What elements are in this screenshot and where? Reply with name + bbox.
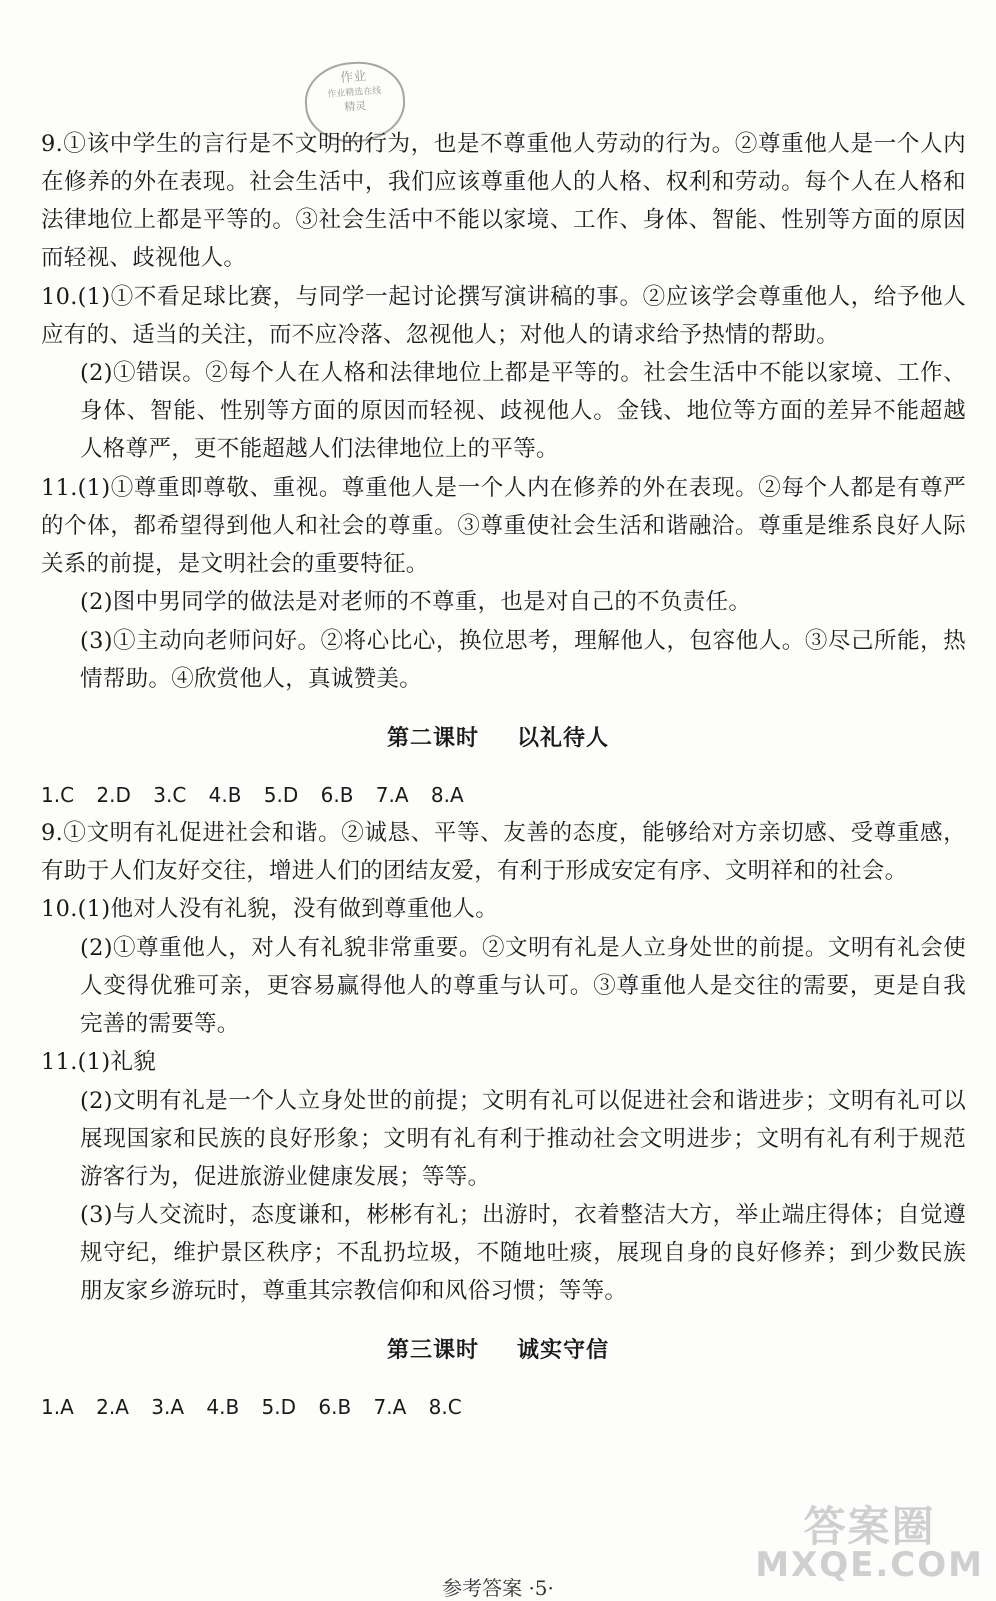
s2-answer-11-3: (3)与人交流时，态度谦和，彬彬有礼；出游时，衣着整洁大方，举止端庄得体；自觉遵规守纪，维护景区秩序；不乱扔垃圾，不随地吐痰，展现自身的良好修养；到少数民族朋友家乡游玩时，尊重其宗教信仰和风俗习惯；等等。	[80, 1202, 966, 1304]
section2-title-b: 以礼待人	[517, 724, 610, 751]
section3-heading	[0, 1330, 996, 1370]
stamp-line3: 精灵	[343, 99, 367, 115]
section2-heading	[0, 718, 996, 758]
s1-answer-10-2: (2)①错误。②每个人在人格和法律地位上都是平等的。社会生活中不能以家境、工作、身体、智能、性别等方面的原因而轻视、歧视他人。金钱、地位等方面的差异不能超越人格尊严，更不能超越人们法律地位上的平等。	[80, 360, 966, 462]
watermark-line2: MXQE.COM	[755, 1545, 984, 1585]
s1-answer-11-3: (3)①主动向老师问好。②将心比心，换位思考，理解他人，包容他人。③尽己所能，热情帮助。④欣赏他人，真诚赞美。	[80, 627, 966, 692]
s2-answer-10-1: 10.(1)他对人没有礼貌，没有做到尊重他人。	[41, 896, 499, 922]
stamp-line2: 作业精选在线	[327, 85, 382, 100]
watermark-logo	[755, 1502, 984, 1585]
s2-answer-11-1: 11.(1)礼貌	[41, 1049, 157, 1075]
watermark-line1: 答案圈	[803, 1502, 936, 1551]
s1-answer-11-2: (2)图中男同学的做法是对老师的不尊重，也是对自己的不负责任。	[80, 589, 752, 615]
section3-title-b: 诚实守信	[517, 1337, 610, 1363]
answer-content	[0, 125, 996, 1426]
s1-answer-10-1: 10.(1)①不看足球比赛，与同学一起讨论撰写演讲稿的事。②应该学会尊重他人，给予他人应有的、适当的关注，而不应冷落、忽视他人；对他人的请求给予热情的帮助。	[41, 283, 966, 348]
s1-answer-11-1: 11.(1)①尊重即尊敬、重视。尊重他人是一个人内在修养的外在表现。②每个人都是有尊严的个体，都希望得到他人和社会的尊重。③尊重使社会生活和谐融洽。尊重是维系良好人际关系的前提，是文明社会的重要特征。	[41, 474, 966, 577]
stamp-line1: 作业	[339, 69, 367, 86]
section3-multiple-choice: 1.A 2.A 3.A 4.B 5.D 6.B 7.A 8.C	[41, 1395, 462, 1419]
s1-answer-9: 9.①该中学生的言行是不文明的行为，也是不尊重他人劳动的行为。②尊重他人是一个人内在修养的外在表现。社会生活中，我们应该尊重他人的人格、权利和劳动。每个人在人格和法律地位上都是平等的。③社会生活中不能以家境、工作、身体、智能、性别等方面的原因而轻视、歧视他人。	[41, 131, 966, 271]
page-footer: 参考答案 ·5·	[442, 1576, 554, 1600]
s2-answer-9: 9.①文明有礼促进社会和谐。②诚恳、平等、友善的态度，能够给对方亲切感、受尊重感，有助于人们友好交往，增进人们的团结友爱，有利于形成安定有序、文明祥和的社会。	[41, 819, 966, 884]
section2-title-a: 第二课时	[386, 724, 479, 751]
s2-answer-10-2: (2)①尊重他人，对人有礼貌非常重要。②文明有礼是人立身处世的前提。文明有礼会使人变得优雅可亲，更容易赢得他人的尊重与认可。③尊重他人是交往的需要，更是自我完善的需要等。	[80, 934, 966, 1037]
s2-answer-11-2: (2)文明有礼是一个人立身处世的前提；文明有礼可以促进社会和谐进步；文明有礼可以展现国家和民族的良好形象；文明有礼有利于推动社会文明进步；文明有礼有利于规范游客行为，促进旅游业健康发展；等等。	[80, 1087, 966, 1190]
section3-title-a: 第三课时	[386, 1337, 479, 1363]
section2-multiple-choice: 1.C 2.D 3.C 4.B 5.D 6.B 7.A 8.A	[41, 782, 464, 807]
